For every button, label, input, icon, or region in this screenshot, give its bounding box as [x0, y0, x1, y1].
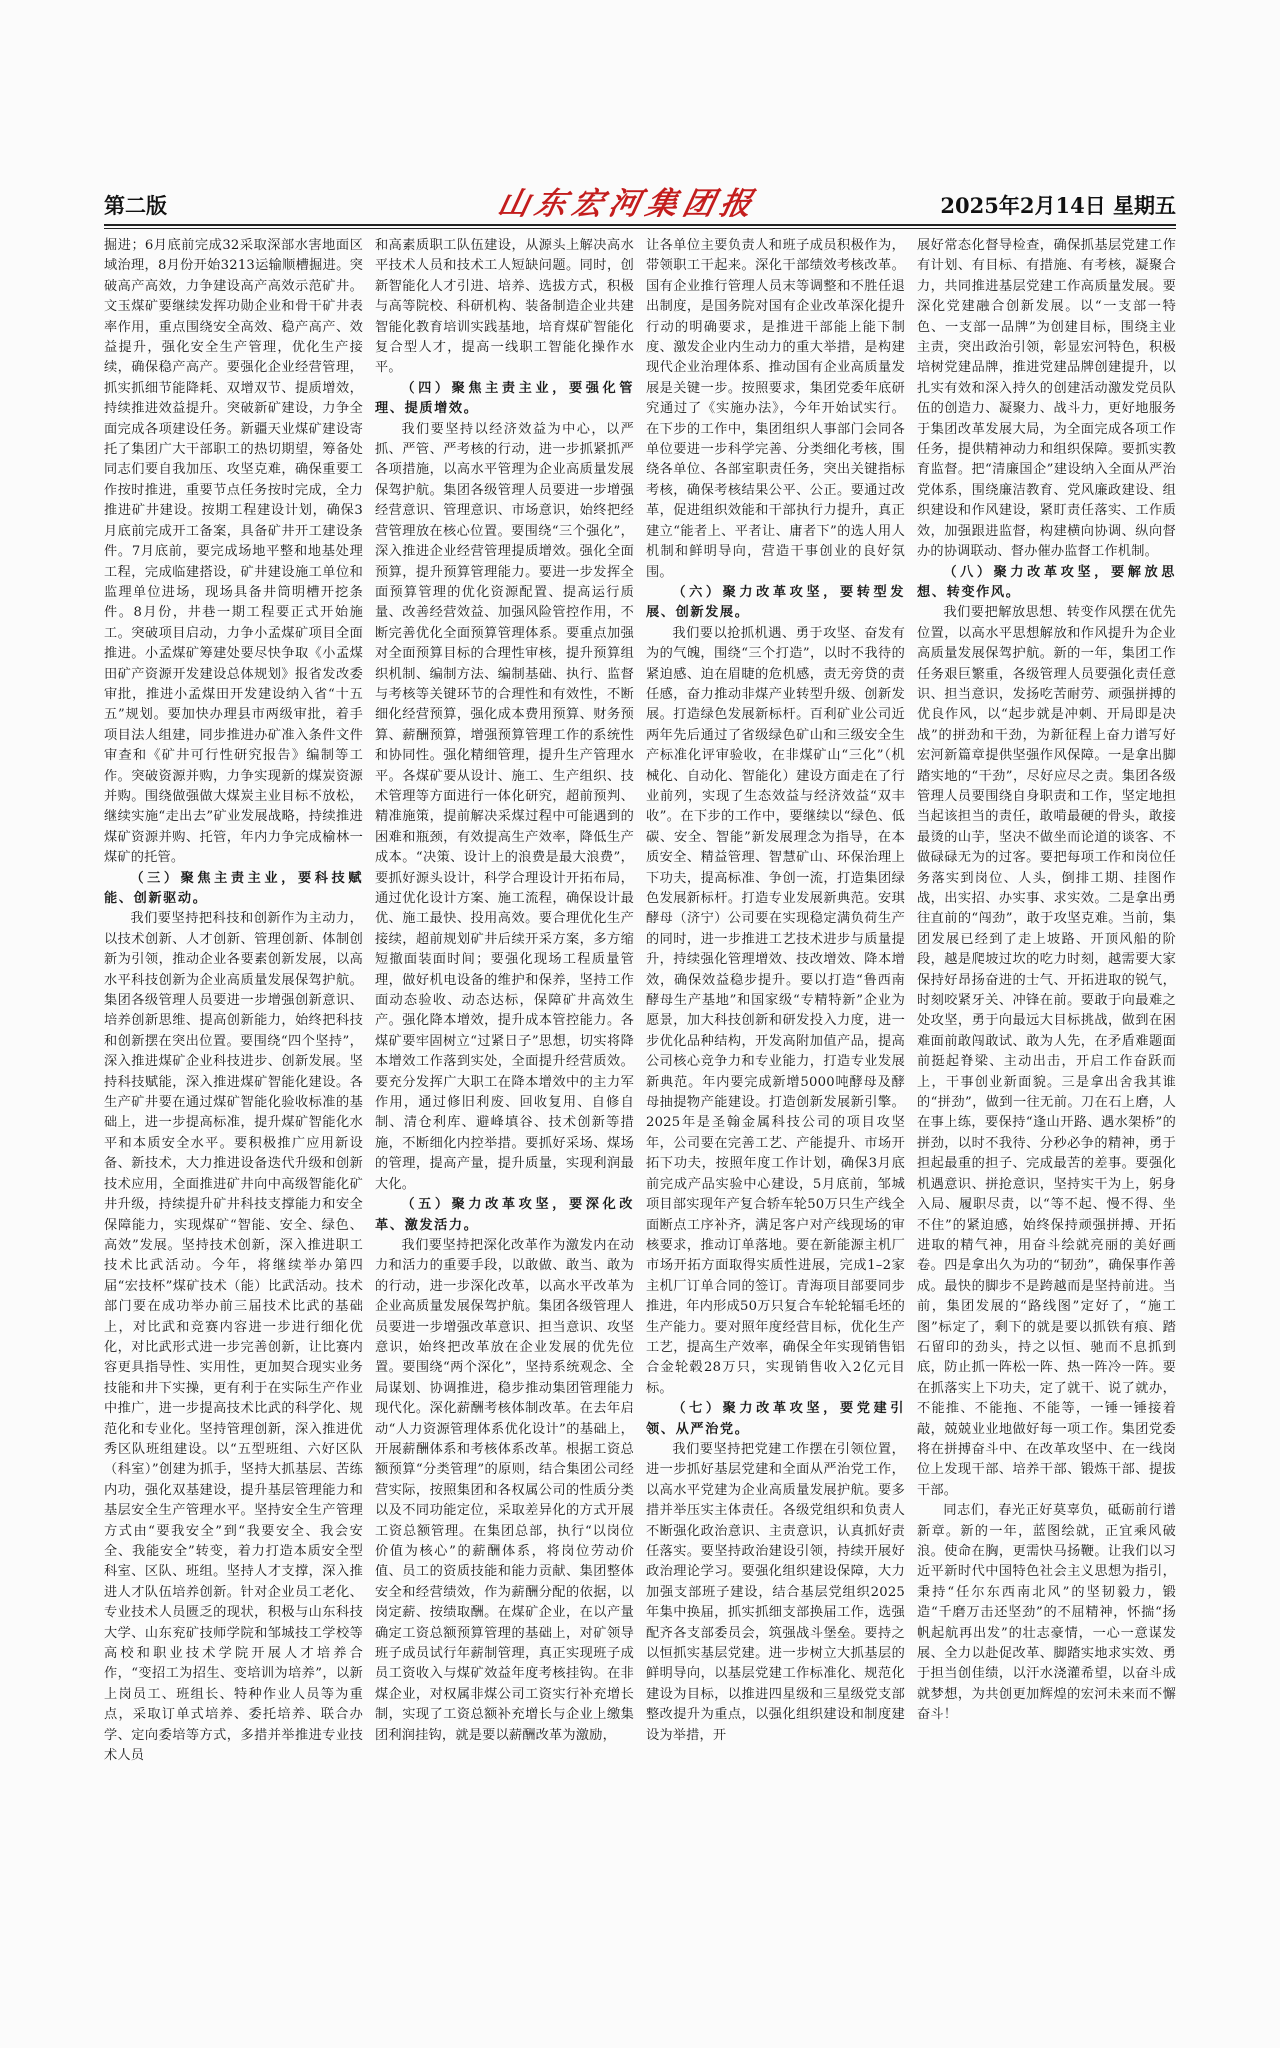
text-column-4: [917, 236, 1176, 1722]
paragraph: 和高素质职工队伍建设，从源头上解决高水平技术人员和技术工人短缺问题。同时，创新智能化人才引进、培养、选拔方式，积极与高等院校、科研机构、装备制造企业共建智能化教育培训实践基地，培育煤矿智能化复合型人才，提高一线职工智能化操作水平。: [375, 238, 634, 376]
text-column-2: [375, 236, 634, 1743]
paragraph: 我们要坚持把科技和创新作为主动力，以技术创新、人才创新、管理创新、体制创新为引领，推动企业各要素创新发展，以高水平科技创新为企业高质量发展保驾护航。集团各级管理人员要进一步增强创新意识、培养创新思维、提高创新能力，始终把科技和创新摆在突出位置。要围绕“四个坚持”，深入推进煤矿企业科技进步、创新发展。坚持科技赋能，深入推进煤矿智能化建设。各生产矿井要在通过煤矿智能化验收标准的基础上，进一步提高标准，提升煤矿智能化水平和本质安全水平。要积极推广应用新设备、新技术，大力推进设备迭代升级和创新技术应用，全面推进矿井向中高级智能化矿井升级，持续提升矿井科技支撑能力和安全保障能力，实现煤矿“智能、安全、绿色、高效”发展。坚持技术创新，深入推进职工技术比武活动。今年，将继续举办第四届“宏技杯”煤矿技术（能）比武活动。技术部门要在成功举办前三届技术比武的基础上，对比武和竞赛内容进一步进行细化优化，对比武形式进一步完善创新，让比赛内容更具指导性、实用性，更加契合现实业务技能和井下实操，更有利于在实际生产作业中推广，进一步提高技术比武的科学化、规范化和专业化。坚持管理创新，深入推进优秀区队班组建设。以“五型班组、六好区队（科室）”创建为抓手，坚持大抓基层、苦练内功，强化双基建设，提升基层管理能力和基层安全生产管理水平。坚持安全生产管理方式由“要我安全”到“我要安全、我会安全、我能安全”转变，着力打造本质安全型科室、区队、班组。坚持人才支撑，深入推进人才队伍培养创新。针对企业员工老化、专业技术人员匮乏的现状，积极与山东科技大学、山东兖矿技师学院和邹城技工学校等高校和职业技术学院开展人才培养合作，“变招工为招生、变培训为培养”，以新上岗员工、班组长、特种作业人员等为重点，采取订单式培养、委托培养、联合办学、定向委培等方式，多措并举推进专业技术人员: [104, 911, 363, 1764]
header-rule-thin: [104, 228, 1176, 229]
paragraph: 我们要把解放思想、转变作风摆在优先位置，以高水平思想解放和作风提升为企业高质量发展保驾护航。新的一年，集团工作任务艰巨繁重，各级管理人员要强化责任意识、担当意识，发扬吃苦耐劳、顽强拼搏的优良作风，以“起步就是冲刺、开局即是决战”的拼劲和干劲，为新征程上奋力谱写好宏河新篇章提供坚强作风保障。一是拿出脚踏实地的“干劲”，尽好应尽之责。集团各级管理人员要围绕自身职责和工作，坚定地担当起该担当的责任，敢啃最硬的骨头，敢接最烫的山芋，坚决不做坐而论道的谈客、不做碌碌无为的过客。要把每项工作和岗位任务落实到岗位、人头，倒排工期、挂图作战，出实招、办实事、求实效。二是拿出勇往直前的“闯劲”，敢于攻坚克难。当前，集团发展已经到了走上坡路、开顶风船的阶段，越是爬坡过坎的吃力时刻，越需要大家保持好昂扬奋进的士气、开拓进取的锐气，时刻咬紧牙关、冲锋在前。要敢于向最难之处攻坚，勇于向最远大目标挑战，做到在困难面前敢闯敢试、敢为人先，在矛盾难题面前挺起脊梁、主动出击，开启工作奋跃而上，干事创业新面貌。三是拿出舍我其谁的“拼劲”，做到一往无前。刀在石上磨，人在事上练，要保持“逢山开路、遇水架桥”的拼劲，以时不我待、分秒必争的精神，勇于担起最重的担子、完成最苦的差事。要强化机遇意识、拼抢意识，坚持实干为上，躬身入局、履职尽责，以“等不起、慢不得、坐不住”的紧迫感，始终保持顽强拼搏、开拓进取的精气神，用奋斗绘就亮丽的美好画卷。四是拿出久为功的“韧劲”，确保事作善成。最快的脚步不是跨越而是坚持前进。当前，集团发展的“路线图”定好了，“施工图”标定了，剩下的就是要以抓铁有痕、踏石留印的劲头，持之以恒、驰而不息抓到底，防止抓一阵松一阵、热一阵冷一阵。要在抓落实上下功夫，定了就干、说了就办，不能推、不能拖、不能等，一锤一锤接着敲，兢兢业业地做好每一项工作。集团党委将在拼搏奋斗中、在改革攻坚中、在一线岗位上发现干部、培养干部、锻炼干部、提拔干部。: [917, 605, 1176, 1498]
paragraph: 展好常态化督导检查，确保抓基层党建工作有计划、有目标、有措施、有考核，凝聚合力，共同推进基层党建工作高质量发展。要深化党建融合创新发展。以“一支部一特色、一支部一品牌”为创建目标，围绕主业主责，突出政治引领，彰显宏河特色，积极培树党建品牌，推进党建品牌创建提升，以扎实有效和深入持久的创建活动激发党员队伍的创造力、凝聚力、战斗力，更好地服务于集团改革发展大局，为全面完成各项工作任务，提供精神动力和组织保障。要抓实教育监督。把“清廉国企”建设纳入全面从严治党体系，围绕廉洁教育、党风廉政建设、组织建设和作风建设，紧盯责任落实、工作质效，加强跟进监督，构建横向协调、纵向督办的协调联动、督办催办监督工作机制。: [917, 238, 1176, 560]
paragraph: 掘进；6月底前完成32采取深部水害地面区域治理，8月份开始3213运输顺槽掘进。突破高产高效，力争建设高产高效示范矿井。文玉煤矿要继续发挥功勋企业和骨干矿井表率作用，重点围绕安全高效、稳产高产、效益提升，强化安全生产管理，优化生产接续，确保稳产高产。要强化企业经营管理，抓实抓细节能降耗、双增双节、提质增效，持续推进效益提升。突破新矿建设，力争全面完成各项建设任务。新疆天业煤矿建设寄托了集团广大干部职工的热切期望，筹备处同志们要自我加压、攻坚克难，确保重要工作按时推进，重要节点任务按时完成，全力推进矿井建设。按期工程建设计划，确保3月底前完成开工备案，具备矿井开工建设条件。7月底前，要完成场地平整和地基处理工程，完成临建搭设，矿井建设施工单位和监理单位进场，现场具备井筒明槽开挖条件。8月份，井巷一期工程要正式开始施工。突破项目启动，力争小孟煤矿项目全面推进。小孟煤矿筹建处要尽快争取《小孟煤田矿产资源开发建设总体规划》报省发改委审批，推进小孟煤田开发建设纳入省“十五五”规划。要加快办理县市两级审批，着手项目法人组建，同步推进办矿准入条件文件审查和《矿井可行性研究报告》编制等工作。突破资源并购，力争实现新的煤炭资源并购。围绕做强做大煤炭主业目标不放松，继续实施“走出去”矿业发展战略，持续推进煤矿资源并购、托管，年内力争完成榆林一煤矿的托管。: [104, 238, 363, 866]
paragraph: 我们要以抢抓机遇、勇于攻坚、奋发有为的气魄，围绕“三个打造”，以时不我待的紧迫感、迫在眉睫的危机感，责无旁贷的责任感，奋力推动非煤产业转型升级、创新发展。打造绿色发展新标杆。百利矿业公司近两年先后通过了省级绿色矿山和三级安全生产标准化评审验收，在非煤矿山“三化”（机械化、自动化、智能化）建设方面走在了行业前列，实现了生态效益与经济效益“双丰收”。在下步的工作中，要继续以“绿色、低碳、安全、智能”新发展理念为指导，在本质安全、精益管理、智慧矿山、环保治理上下功夫，提高标准、争创一流，打造集团绿色发展新标杆。打造专业发展新典范。安琪酵母（济宁）公司要在实现稳定满负荷生产的同时，进一步推进工艺技术进步与质量提升，持续强化管理增效、技改增效、降本增效，确保效益稳步提升。要以打造“鲁西南酵母生产基地”和国家级“专精特新”企业为愿景，加大科技创新和研发投入力度，进一步优化品种结构，开发高附加值产品，提高公司核心竞争力和专业能力，打造专业发展新典范。年内要完成新增5000吨酵母及酵母抽提物产能建设。打造创新发展新引擎。2025年是圣翰金属科技公司的项目攻坚年，公司要在完善工艺、产能提升、市场开拓下功夫，按照年度工作计划，确保3月底前完成产品实验中心建设，5月底前，邹城项目部实现年产复合轿车轮50万只生产线全面断点工序补齐，满足客户对产线现场的审核要求，推动订单落地。要在新能源主机厂市场开拓方面取得实质性进展，完成1–2家主机厂订单合同的签订。青海项目部要同步推进，年内形成50万只复合车轮轮辐毛坯的生产能力。要对照年度经营目标，优化生产工艺，提高生产效率，确保全年实现销售铝合金轮毂28万只，实现销售收入2亿元目标。: [646, 625, 905, 1396]
paragraph: 我们要坚持把党建工作摆在引领位置，进一步抓好基层党建和全面从严治党工作，以高水平党建为企业高质量发展护航。要多措并举压实主体责任。各级党组织和负责人不断强化政治意识、主责意识，认真抓好责任落实。要坚持政治建设引领，持续开展好政治理论学习。要强化组织建设保障，大力加强支部班子建设，结合基层党组织2025年集中换届，抓实抓细支部换届工作，选强配齐各支部委员会，筑强战斗堡垒。要持之以恒抓实基层党建。进一步树立大抓基层的鲜明导向，以基层党建工作标准化、规范化建设为目标，以推进四星级和三星级党支部整改提升为重点，以强化组织建设和制度建设为举措，开: [646, 1441, 905, 1743]
paragraph: 同志们，春光正好莫辜负，砥砺前行谱新章。新的一年，蓝图绘就，正宜乘风破浪。使命在胸，更需快马扬鞭。让我们以习近平新时代中国特色社会主义思想为指引，秉持“任尔东西南北风”的坚韧毅力，锻造“千磨万击还坚劲”的不屈精神，怀揣“扬帆起航再出发”的壮志豪情，一心一意谋发展、全力以赴促改革、脚踏实地求实效、勇于担当创佳绩，以汗水浇灌希望，以奋斗成就梦想，为共创更加辉煌的宏河未来而不懈奋斗！: [917, 1503, 1176, 1723]
section-heading: （四）聚焦主责主业，要强化管理、提质增效。: [375, 380, 634, 417]
paragraph: 让各单位主要负责人和班子成员积极作为，带领职工干起来。深化干部绩效考核改革。国有企业推行管理人员末等调整和不胜任退出制度，是国务院对国有企业改革深化提升行动的明确要求，是推进干部能上能下制度、激发企业内生动力的重大举措，是构建现代企业治理体系、推动国有企业高质量发展是关键一步。按照要求，集团党委年底研究通过了《实施办法》，今年开始试实行。在下步的工作中，集团组织人事部门会同各单位要进一步科学完善、分类细化考核，围绕各单位、各部室职责任务，突出关键指标考核，确保考核结果公平、公正。要通过改革，促进组织效能和干部执行力提升，真正建立“能者上、平者让、庸者下”的选人用人机制和鲜明导向，营造干事创业的良好氛围。: [646, 238, 905, 580]
text-column-3: [646, 236, 905, 1743]
newspaper-logo: 山东宏河集团报: [494, 186, 762, 222]
paragraph: 我们要坚持以经济效益为中心，以严抓、严管、严考核的行动，进一步抓紧抓严各项措施，以高水平管理为企业高质量发展保驾护航。集团各级管理人员要进一步增强经营意识、管理意识、市场意识，始终把经营管理放在核心位置。要围绕“三个强化”，深入推进企业经营管理提质增效。强化全面预算，提升预算管理能力。要进一步发挥全面预算管理的优化资源配置、提高运行质量、改善经营效益、加强风险管控作用，不断完善优化全面预算管理体系。要重点加强对全面预算目标的合理性审核，提升预算组织机制、编制方法、编制基础、执行、监督与考核等关键环节的合理性和有效性，不断细化经营预算，强化成本费用预算、财务预算、薪酬预算，增强预算管理工作的系统性和协同性。强化精细管理，提升生产管理水平。各煤矿要从设计、施工、生产组织、技术管理等方面进行一体化研究，超前预判、精准施策，提前解决采煤过程中可能遇到的困难和瓶颈，有效提高生产效率，降低生产成本。“决策、设计上的浪费是最大浪费”，要抓好源头设计，科学合理设计开拓布局，通过优化设计方案、施工流程，确保设计最优、施工最快、投用高效。要合理优化生产接续，超前规划矿井后续开采方案，多方缩短撤面装面时间；要强化现场工程质量管理，做好机电设备的维护和保养，坚持工作面动态验收、动态达标，保障矿井高效生产。强化降本增效，提升成本管控能力。各煤矿要牢固树立“过紧日子”思想，切实将降本增效工作落到实处，全面提升经营质效。要充分发挥广大职工在降本增效中的主力军作用，通过修旧利废、回收复用、自修自制、清仓利库、避峰填谷、技术创新等措施，不断细化内控举措。要抓好采场、煤场的管理，提高产量，提升质量，实现利润最大化。: [375, 421, 634, 1192]
section-heading: （六）聚力改革攻坚，要转型发展、创新发展。: [646, 584, 905, 621]
edition-label: 第二版: [104, 193, 167, 218]
section-heading: （八）聚力改革攻坚，要解放思想、转变作风。: [917, 564, 1176, 600]
article-body: [104, 236, 1176, 1764]
header-rule: [104, 224, 1176, 226]
masthead: [104, 182, 1176, 222]
section-heading: （七）聚力改革攻坚，要党建引领、从严治党。: [646, 1401, 905, 1437]
publication-date: 2025年2月14日 星期五: [940, 193, 1176, 218]
text-column-1: [104, 236, 363, 1764]
paragraph: 我们要坚持把深化改革作为激发内在动力和活力的重要手段，以敢做、敢当、敢为的行动，进一步深化改革，以高水平改革为企业高质量发展保驾护航。集团各级管理人员要进一步增强改革意识、担当意识、攻坚意识，始终把改革放在企业发展的优先位置。要围绕“两个深化”，坚持系统观念、全局谋划、协调推进，稳步推动集团管理能力现代化。深化薪酬考核体制改革。在去年启动“人力资源管理体系优化设计”的基础上，开展薪酬体系和考核体系改革。根据工资总额预算“分类管理”的原则，结合集团公司经营实际，按照集团和各权属公司的性质分类以及不同功能定位，采取差异化的方式开展工资总额管理。在集团总部，执行“以岗位价值为核心”的薪酬体系，将岗位劳动价值、员工的资质技能和能力贡献、集团整体安全和经营绩效，作为薪酬分配的依据，以岗定薪、按绩取酬。在煤矿企业，在以产量确定工资总额预算管理的基础上，对矿领导班子成员试行年薪制管理，真正实现班子成员工资收入与煤矿效益年度考核挂钩。在非煤企业，对权属非煤公司工资实行补充增长制，实现了工资总额补充增长与企业上缴集团利润挂钩，就是要以薪酬改革为激励，: [375, 1237, 634, 1743]
section-heading: （三）聚焦主责主业，要科技赋能、创新驱动。: [104, 870, 363, 906]
section-heading: （五）聚力改革攻坚，要深化改革、激发活力。: [375, 1197, 634, 1233]
